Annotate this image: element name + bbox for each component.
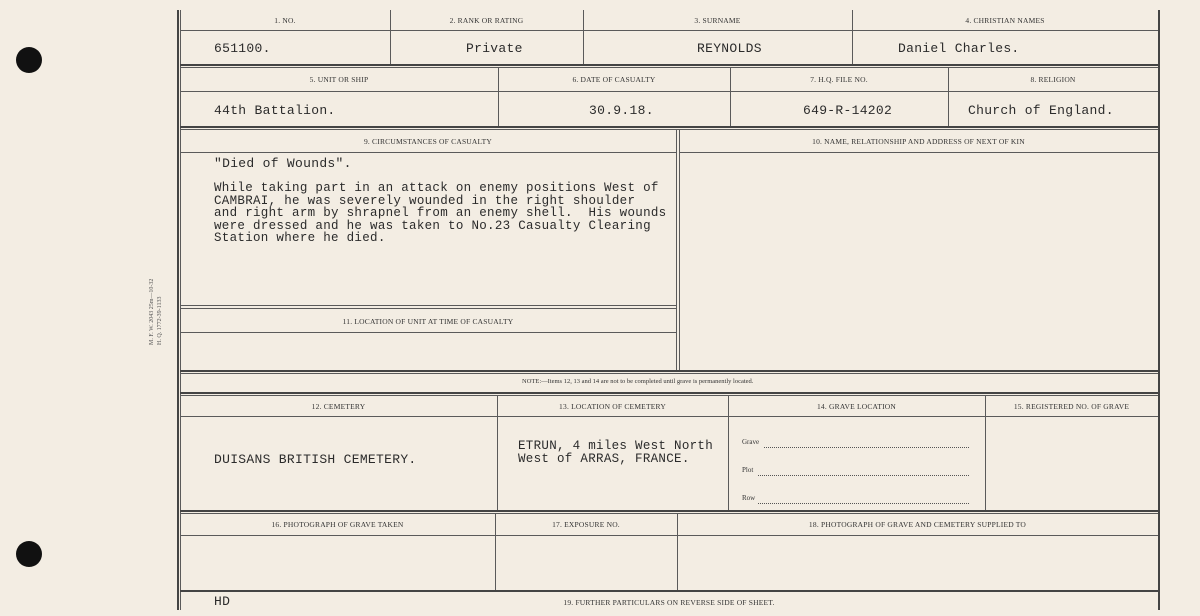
punch-hole-top — [16, 47, 42, 73]
label-religion: 8. RELIGION — [1030, 75, 1076, 84]
value-christian-names: Daniel Charles. — [898, 41, 1020, 56]
note-items: NOTE:—Items 12, 13 and 14 are not to be completed until grave is permanently located. — [522, 378, 754, 385]
label-number: 1. NO. — [274, 16, 296, 25]
label-cemetery: 12. CEMETERY — [311, 402, 366, 411]
label-registered-no: 15. REGISTERED NO. OF GRAVE — [1013, 402, 1130, 411]
punch-hole-bottom — [16, 541, 42, 567]
label-next-of-kin: 10. NAME, RELATIONSHIP AND ADDRESS OF NEXT OF KIN — [812, 137, 1025, 146]
frame-right — [1158, 10, 1160, 610]
value-date-casualty: 30.9.18. — [589, 103, 654, 118]
grave-field-plot: Plot — [742, 466, 754, 474]
label-photo-taken: 16. PHOTOGRAPH OF GRAVE TAKEN — [271, 520, 404, 529]
value-number: 651100. — [214, 41, 271, 56]
value-hq-file: 649-R-14202 — [803, 103, 893, 118]
label-location-cemetery: 13. LOCATION OF CEMETERY — [559, 402, 666, 411]
label-surname: 3. SURNAME — [694, 16, 741, 25]
label-exposure-no: 17. EXPOSURE NO. — [552, 520, 620, 529]
label-christian-names: 4. CHRISTIAN NAMES — [965, 16, 1045, 25]
value-location-cemetery: ETRUN, 4 miles West North West of ARRAS, FRANCE. — [518, 439, 714, 466]
label-location-unit: 11. LOCATION OF UNIT AT TIME OF CASUALTY — [342, 317, 514, 326]
value-unit: 44th Battalion. — [214, 103, 336, 118]
label-rank: 2. RANK OR RATING — [449, 16, 524, 25]
label-circumstances: 9. CIRCUMSTANCES OF CASUALTY — [363, 137, 493, 146]
grave-field-grave: Grave — [742, 438, 760, 446]
label-photo-supplied: 18. PHOTOGRAPH OF GRAVE AND CEMETERY SUPPLIED TO — [808, 520, 1027, 529]
footer-initials: HD — [214, 594, 231, 609]
footer-label: 19. FURTHER PARTICULARS ON REVERSE SIDE OF SHEET. — [563, 598, 775, 607]
value-surname: REYNOLDS — [697, 41, 762, 56]
frame-left — [177, 10, 179, 610]
grave-field-row: Row — [742, 494, 756, 502]
value-religion: Church of England. — [968, 103, 1114, 118]
circumstances-heading: "Died of Wounds". — [214, 156, 352, 171]
value-rank: Private — [466, 41, 523, 56]
circumstances-body: While taking part in an attack on enemy positions West of CAMBRAI, he was severely wounded in the right shoulder and right arm by shrapnel from an enemy shell. His wounds were dressed and he was taken to No.23 Casualty Clearing Station where he died. — [214, 181, 667, 245]
label-grave-location: 14. GRAVE LOCATION — [816, 402, 897, 411]
label-unit: 5. UNIT OR SHIP — [309, 75, 369, 84]
label-hq-file: 7. H.Q. FILE NO. — [810, 75, 868, 84]
label-date-casualty: 6. DATE OF CASUALTY — [572, 75, 656, 84]
printer-mark: M. F. W. 2043 25m—10-32 H. Q. 1772-39-1133 — [149, 278, 163, 345]
value-cemetery: DUISANS BRITISH CEMETERY. — [214, 452, 417, 467]
